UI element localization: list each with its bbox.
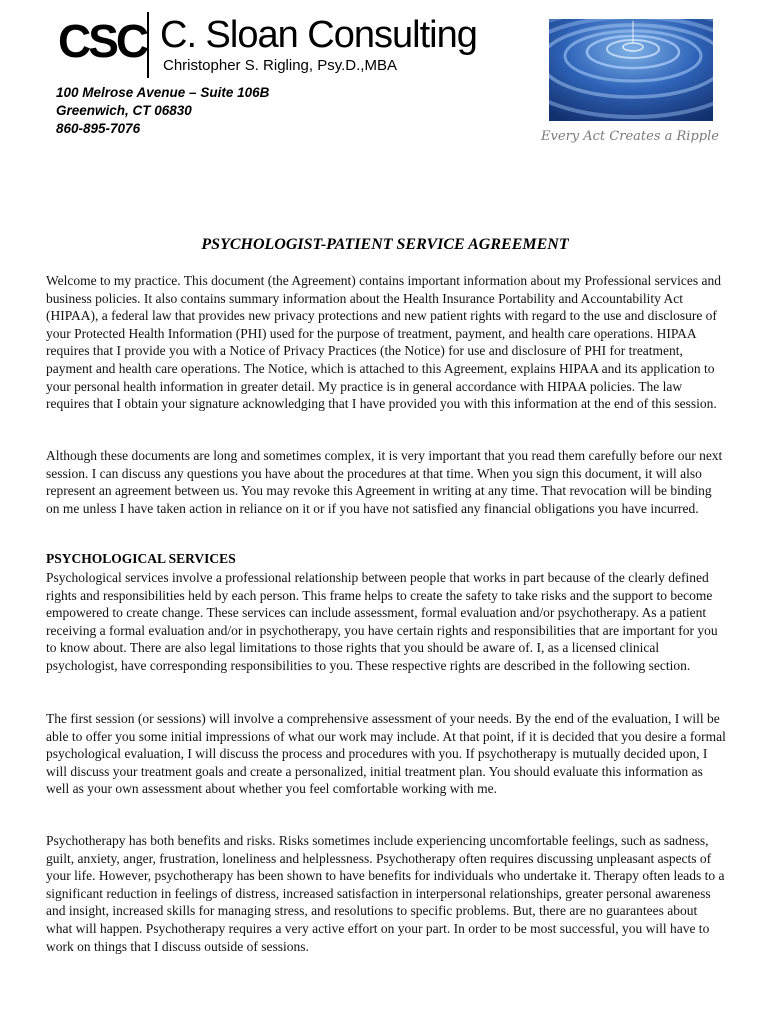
firm-person: Christopher S. Rigling, Psy.D.,MBA <box>163 57 397 74</box>
intro-paragraph: Welcome to my practice. This document (the Agreement) contains important information about my Professional services and business policies. It also contains summary information about the Health Insurance Portability and Accountability Act (HIPAA), a federal law that provides new privacy protections and new patient rights with regard to the use and disclosure of your Protected Health Information (PHI) used for the purpose of treatment, payment, and health care operations. HIPAA requires that I provide you with a Notice of Privacy Practices (the Notice) for use and disclosure of PHI for treatment, payment and health care operations. The Notice, which is attached to this Agreement, explains HIPAA and its application to your personal health information in greater detail. My practice is in general accordance with HIPAA policies. The law requires that I obtain your signature acknowledging that I have provided you with this information at the end of this session. <box>46 273 721 412</box>
address-line-2: Greenwich, CT 06830 <box>56 103 192 118</box>
agreement-paragraph: Although these documents are long and sometimes complex, it is very important that you read them carefully before our next session. I can discuss any questions you have about the procedures at that time. When you sign this document, it will also represent an agreement between us. You may revoke this Agreement in writing at any time. That revocation will be binding on me unless I have taken action in reliance on it or if you have not satisfied any financial obligations you have incurred. <box>46 448 723 516</box>
services-paragraph: Psychological services involve a professional relationship between people that works in part because of the clearly defined rights and responsibilities held by each person. This frame helps to create the safety to take risks and the support to become empowered to create change. These services can include assessment, formal evaluation and/or psychotherapy. As a patient receiving a formal evaluation and/or in psychotherapy, you have certain rights and responsibilities that are important for you to know about. There are also legal limitations to those rights that you should be aware of. I, as a licensed clinical psychologist, have corresponding responsibilities to you. These respective rights are described in the following section. <box>46 570 718 673</box>
logo-mark: CSC <box>58 15 147 67</box>
first-session-paragraph: The first session (or sessions) will involve a comprehensive assessment of your needs. By the end of the evaluation, I will be able to offer you some initial impressions of what our work may include. At that point, if it is decided that you desire a formal psychological evaluation, I will discuss the process and procedures with you. If psychotherapy is mutually decided upon, I will discuss your treatment goals and create a personalized, initial treatment plan. You should evaluate this information as well as your own assessment about whether you feel comfortable working with me. <box>46 711 726 797</box>
firm-name: C. Sloan Consulting <box>160 14 477 56</box>
address-line-1: 100 Melrose Avenue – Suite 106B <box>56 85 270 100</box>
section-heading: PSYCHOLOGICAL SERVICES <box>46 551 236 566</box>
benefits-risks-paragraph: Psychotherapy has both benefits and risks. Risks sometimes include experiencing uncomfortable feelings, such as sadness, guilt, anxiety, anger, frustration, loneliness and helplessness. Psychotherapy often requires discussing unpleasant aspects of your life. However, psychotherapy has been shown to have benefits for individuals who undertake it. Therapy often leads to a significant reduction in feelings of distress, increased satisfaction in interpersonal relationships, greater personal awareness and insight, increased skills for managing stress, and resolutions to specific problems. But, there are no guarantees about what will happen. Psychotherapy requires a very active effort on your part. In order to be most successful, you will have to work on things that I discuss outside of sessions. <box>46 833 725 954</box>
water-ripple-image <box>549 19 713 121</box>
document-title: PSYCHOLOGIST-PATIENT SERVICE AGREEMENT <box>201 236 569 253</box>
phone-number: 860-895-7076 <box>56 121 141 136</box>
logo-divider <box>147 12 149 78</box>
tagline: Every Act Creates a Ripple <box>541 129 719 144</box>
